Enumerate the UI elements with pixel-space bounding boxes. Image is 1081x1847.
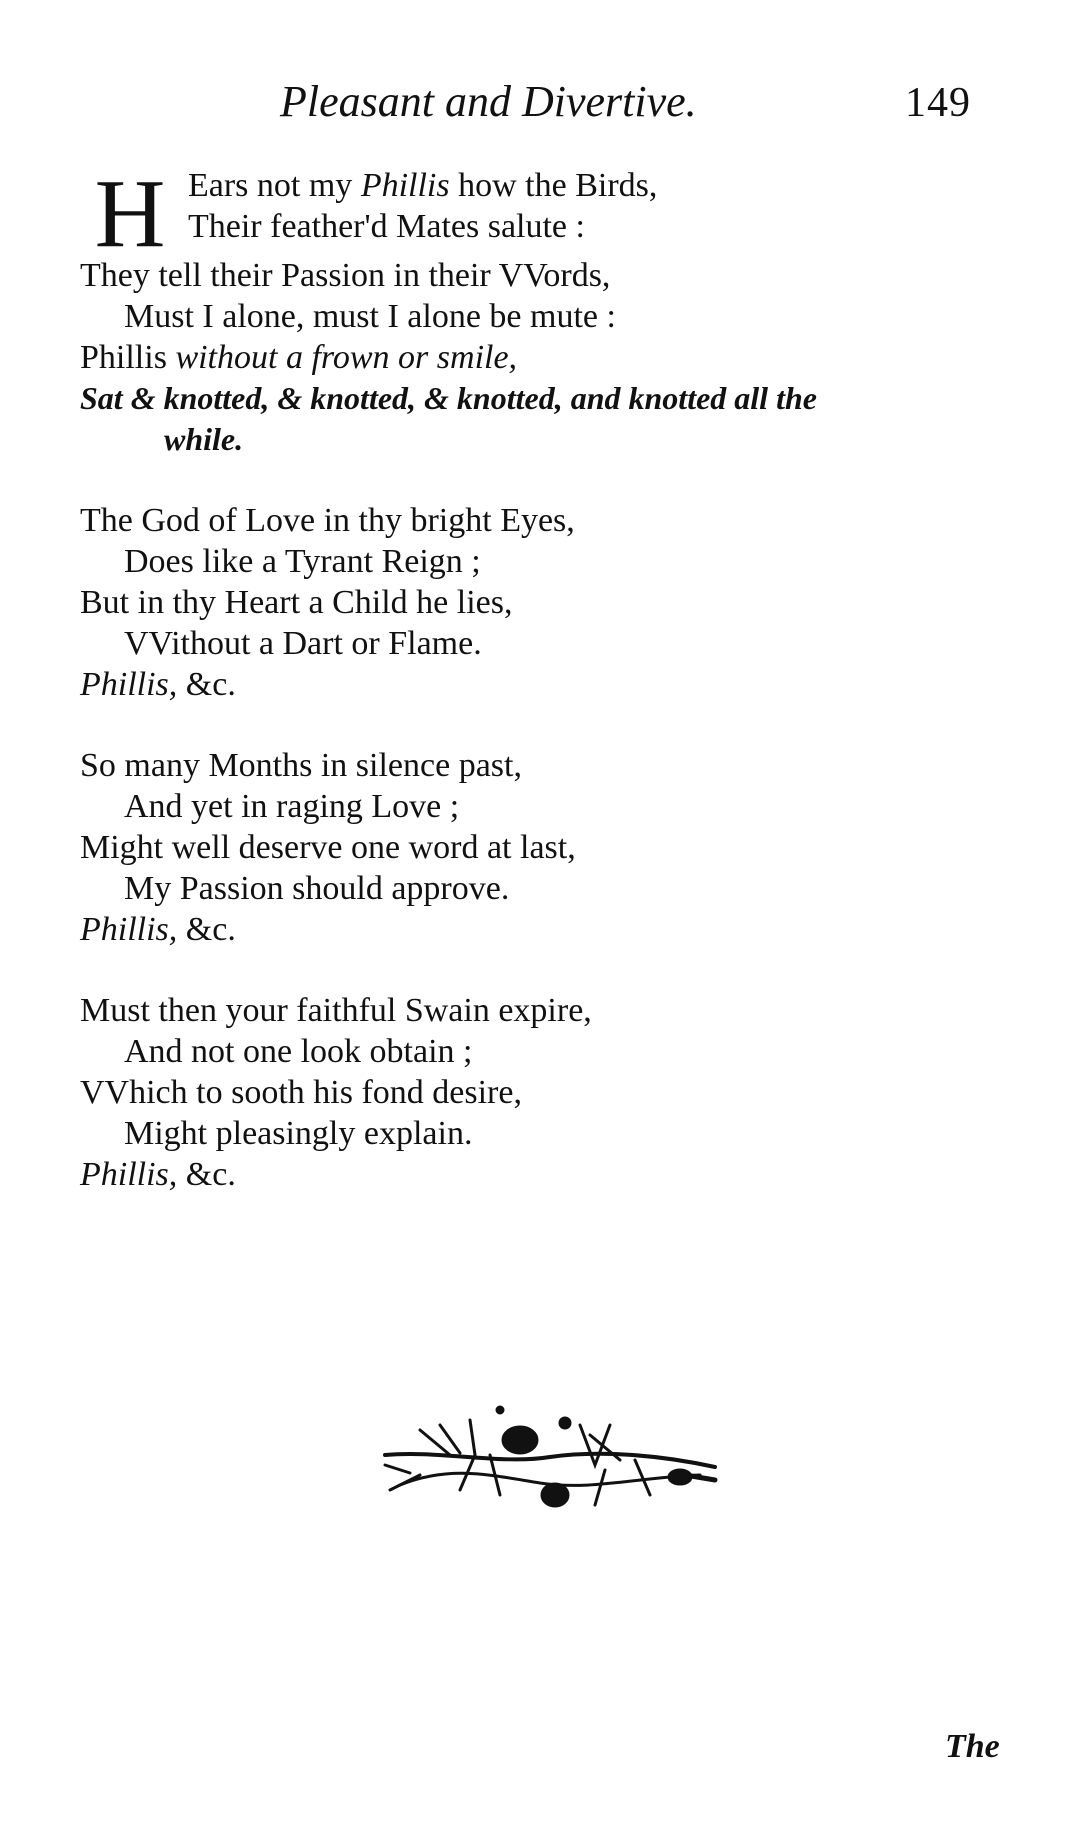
poem-line: But in thy Heart a Child he lies, [80,584,513,621]
line-text: Phillis [80,339,176,376]
stanza-3 [80,745,1020,950]
line-text: &c. [177,911,236,948]
line-text: &c. [177,666,236,703]
stanza-2 [80,500,1020,705]
catchword: The [945,1728,1000,1765]
poem [80,160,1020,1235]
line-text: &c. [177,1156,236,1193]
poem-line: Sat & knotted, & knotted, & knotted, and knotted all the [80,380,817,416]
poem-line: Does like a Tyrant Reign ; [124,543,481,580]
name-phillis: Phillis, [80,666,178,703]
poem-line: Must then your faithful Swain expire, [80,992,592,1029]
page-number: 149 [905,80,971,126]
poem-line: Might well deserve one word at last, [80,829,576,866]
name-phillis: Phillis [360,167,450,204]
poem-line [80,337,1020,378]
poem-line: VVithout a Dart or Flame. [124,625,482,662]
refrain [80,1154,1020,1195]
poem-line: They tell their Passion in their VVords, [80,257,611,294]
poem-line: The God of Love in thy bright Eyes, [80,502,575,539]
line-text: Ears not my [188,167,361,204]
line-text-italic: without a frown or smile, [175,339,518,376]
running-title: Pleasant and Divertive. [280,77,697,126]
refrain [80,664,1020,705]
drop-cap: H [94,160,166,268]
poem-line [80,165,1020,206]
stanza-1 [80,160,1020,460]
poem-line: Their feather'd Mates salute : [188,208,585,245]
poem-line: Might pleasingly explain. [124,1115,473,1152]
name-phillis: Phillis, [80,911,178,948]
refrain [80,909,1020,950]
poem-line: Must I alone, must I alone be mute : [124,298,616,335]
poem-line: VVhich to sooth his fond desire, [80,1074,522,1111]
poem-line: So many Months in silence past, [80,747,522,784]
floral-vignette-icon [380,1395,720,1525]
line-text: how the Birds, [449,167,658,204]
poem-line: And yet in raging Love ; [124,788,460,825]
poem-line: And not one look obtain ; [124,1033,473,1070]
poem-line: My Passion should approve. [124,870,510,907]
name-phillis: Phillis, [80,1156,178,1193]
poem-line: while. [164,421,244,457]
stanza-4 [80,990,1020,1195]
